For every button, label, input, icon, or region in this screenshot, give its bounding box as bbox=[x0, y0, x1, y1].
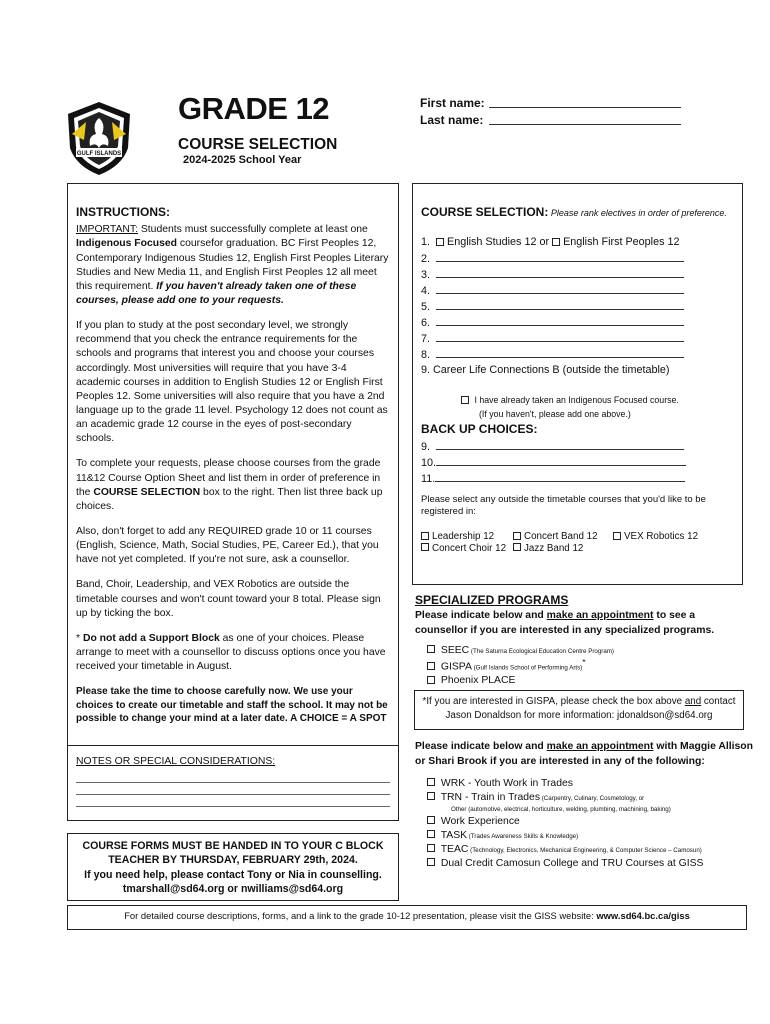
seec-label: SEEC bbox=[440, 644, 470, 656]
trades-programs bbox=[415, 740, 755, 871]
outside-timetable-options bbox=[421, 531, 734, 555]
first-name-field[interactable] bbox=[489, 96, 681, 108]
outside-timetable-note: Please select any outside the timetable courses that you'd like to be registered in: bbox=[421, 493, 706, 518]
opt-label: Jazz Band 12 bbox=[524, 542, 584, 554]
item-num: 5. bbox=[421, 301, 431, 314]
gispa-note-u: and bbox=[684, 696, 702, 707]
backup-input[interactable] bbox=[435, 471, 685, 482]
notes-line[interactable] bbox=[76, 783, 390, 795]
backup-item bbox=[421, 471, 734, 487]
notes-heading: NOTES OR SPECIAL CONSIDERATIONS: bbox=[76, 756, 276, 767]
teac-label: TEAC bbox=[440, 843, 469, 855]
req-a: Please indicate below and bbox=[415, 610, 547, 622]
req-b: to see a counsellor if you are interested in any specialized programs. bbox=[415, 610, 715, 637]
specialized-request bbox=[415, 609, 750, 639]
course-item-9: 9. Career Life Connections B (outside the timetable) bbox=[421, 364, 670, 377]
gispa-note-box bbox=[414, 690, 744, 730]
item1-a: English Studies 12 or bbox=[447, 236, 550, 249]
task-label: TASK bbox=[440, 829, 468, 841]
vex-robotics-checkbox[interactable] bbox=[613, 532, 621, 540]
indig-line1: I have already taken an Indigenous Focused course. bbox=[474, 395, 679, 406]
item1-b: English First Peoples 12 bbox=[563, 236, 680, 249]
deadline-line2: If you need help, please contact Tony or Nia in counselling. bbox=[84, 868, 382, 881]
instructions-p6 bbox=[76, 632, 389, 674]
course-input[interactable] bbox=[436, 315, 684, 326]
course-input[interactable] bbox=[436, 347, 684, 358]
course-input[interactable] bbox=[436, 283, 684, 294]
p1-italic: If you haven't already taken one of these courses, please add one to your requests. bbox=[76, 280, 357, 307]
req-b: with Maggie Allison or Shari Brook if you are interested in any of the following: bbox=[415, 741, 753, 767]
phoenix-label: Phoenix PLACE bbox=[440, 675, 516, 687]
concert-band-checkbox[interactable] bbox=[513, 532, 521, 540]
gispa-note-a: *If you are interested in GISPA, please check the box above bbox=[422, 696, 685, 707]
instructions-p7: Please take the time to choose carefully now. We use your choices to create our timetable and staff the school. It may not be possible to change your mind at a later date. A CHOICE = A SPOT bbox=[76, 686, 388, 725]
notes-line[interactable] bbox=[76, 795, 390, 807]
p6-text: as one of your choices. Please arrange to meet with a counsellor to discuss options once you have received your timetable in August. bbox=[76, 632, 386, 673]
school-crest-logo bbox=[62, 98, 136, 178]
course-item bbox=[421, 299, 734, 315]
course-selection-box bbox=[412, 183, 743, 585]
footer-url-link[interactable]: www.sd64.bc.ca/giss bbox=[596, 910, 690, 921]
instructions-box bbox=[67, 183, 399, 746]
p3-text-a: To complete your requests, please choose courses from the grade 11&12 Course Option Sheet and list them in order of preference in the bbox=[76, 458, 381, 498]
teac-checkbox[interactable] bbox=[427, 844, 435, 852]
deadline-line3: tmarshall@sd64.org or nwilliams@sd64.org bbox=[122, 882, 344, 895]
trn-sub: (Carpentry, Culinary, Cosmetology, or bbox=[540, 794, 645, 802]
english-first-peoples-checkbox[interactable] bbox=[552, 238, 560, 246]
course-input[interactable] bbox=[436, 331, 684, 342]
p3-text-b: box to the right. Then list three back up choices. bbox=[76, 486, 383, 512]
teac-sub: (Technology, Electronics, Mechanical Engineering, & Computer Science – Camosun) bbox=[468, 846, 702, 854]
gispa-note-b: contact bbox=[701, 696, 736, 707]
instructions-heading: INSTRUCTIONS: bbox=[76, 205, 170, 219]
wrk-checkbox[interactable] bbox=[427, 778, 435, 786]
indigenous-confirm bbox=[461, 394, 734, 421]
page-title: GRADE 12 bbox=[178, 91, 330, 126]
req-a: Please indicate below and bbox=[415, 741, 547, 752]
item-num: 8. bbox=[421, 349, 431, 362]
footer-text: For detailed course descriptions, forms, and a link to the grade 10-12 presentation, please visit the GISS website: bbox=[124, 910, 597, 921]
p6-bold: Do not add a Support Block bbox=[82, 632, 220, 644]
leadership-checkbox[interactable] bbox=[421, 532, 429, 540]
deadline-line1: COURSE FORMS MUST BE HANDED IN TO YOUR C BLOCK TEACHER BY THURSDAY, FEBRUARY 29th, 2024. bbox=[82, 840, 384, 867]
p1-bold: Indigenous Focused bbox=[76, 238, 178, 250]
course-item bbox=[421, 251, 734, 267]
item-num: 7. bbox=[421, 333, 431, 346]
course-item bbox=[421, 283, 734, 299]
english-studies-checkbox[interactable] bbox=[436, 238, 444, 246]
indig-line2: (If you haven't, please add one above.) bbox=[479, 408, 631, 419]
gispa-note-line2: Jason Donaldson for more information: jdonaldson@sd64.org bbox=[445, 709, 713, 721]
opt-label: Leadership 12 bbox=[432, 531, 495, 543]
footer-box bbox=[67, 905, 747, 930]
course-selection-note: Please rank electives in order of preference. bbox=[548, 208, 727, 218]
req-u: make an appointment bbox=[546, 741, 654, 752]
opt-label: Concert Choir 12 bbox=[432, 542, 507, 554]
backup-input[interactable] bbox=[436, 439, 684, 450]
instructions-p3 bbox=[76, 457, 389, 514]
p1-text-a: Students must successfully complete at least one bbox=[137, 224, 368, 236]
notes-box bbox=[67, 745, 399, 821]
item-num: 10. bbox=[421, 456, 437, 469]
work-exp-label: Work Experience bbox=[440, 815, 520, 827]
deadline-box bbox=[67, 833, 399, 901]
p1-text-b: coursefor graduation. BC First Peoples 12, Contemporary Indigenous Studies 12, English First Peoples Literary Studies and New Media 11, and English First Peoples 12 all meet this requirement. bbox=[76, 238, 389, 292]
instructions-p1 bbox=[76, 223, 389, 308]
gispa-label: GISPA bbox=[440, 661, 472, 673]
task-sub: (Trades Awareness Skills & Knowledge) bbox=[467, 832, 579, 840]
crest-text: GULF ISLANDS bbox=[76, 151, 122, 157]
p6-star: * bbox=[76, 632, 83, 644]
item-num: 6. bbox=[421, 317, 431, 330]
backup-item bbox=[421, 439, 734, 455]
backup-heading: BACK UP CHOICES: bbox=[421, 422, 538, 437]
req-u: make an appointment bbox=[546, 610, 654, 622]
page-subtitle: COURSE SELECTION bbox=[178, 136, 338, 153]
item-num: 3. bbox=[421, 269, 431, 282]
phoenix-checkbox[interactable] bbox=[427, 676, 435, 684]
item-num: 11. bbox=[421, 472, 436, 485]
specialized-items bbox=[427, 644, 750, 688]
item-num: 1. bbox=[421, 236, 431, 249]
course-list bbox=[421, 235, 734, 379]
gispa-checkbox[interactable] bbox=[427, 662, 435, 670]
item-num: 4. bbox=[421, 285, 431, 298]
specialized-programs bbox=[415, 592, 750, 688]
instructions-p5: Band, Choir, Leadership, and VEX Robotics are outside the timetable courses and won't count toward your 8 total. Please sign up by ticking the box. bbox=[76, 579, 381, 619]
task-checkbox[interactable] bbox=[427, 830, 435, 838]
course-item bbox=[421, 315, 734, 331]
backup-choices bbox=[421, 421, 734, 486]
course-item bbox=[421, 347, 734, 363]
gispa-sub: (Gulf Islands School of Performing Arts) bbox=[471, 664, 583, 672]
work-experience-checkbox[interactable] bbox=[427, 816, 435, 824]
last-name-label: Last name: bbox=[420, 113, 484, 128]
trn-label: TRN - Train in Trades bbox=[440, 791, 541, 803]
backup-item bbox=[421, 455, 734, 471]
jazz-band-checkbox[interactable] bbox=[513, 543, 521, 551]
course-input[interactable] bbox=[436, 267, 684, 278]
trn-checkbox[interactable] bbox=[427, 792, 435, 800]
trn-sub2: Other (automotive, electrical, horticulture, welding, plumbing, machining, baking) bbox=[451, 805, 671, 813]
course-selection-heading: COURSE SELECTION: bbox=[421, 205, 549, 219]
instructions-p4: Also, don't forget to add any REQUIRED grade 10 or 11 courses (English, Science, Math, Social Studies, PE, Career Ed.), that you have not yet completed. If you're not sure, ask a counsellor. bbox=[76, 525, 379, 566]
first-name-label: First name: bbox=[420, 96, 485, 110]
school-year: 2024-2025 School Year bbox=[183, 154, 302, 166]
trades-request bbox=[415, 740, 755, 770]
item-num: 9. bbox=[421, 440, 431, 453]
course-item bbox=[421, 267, 734, 283]
important-label: IMPORTANT: bbox=[76, 224, 138, 236]
trades-items bbox=[427, 777, 755, 871]
course-item-1 bbox=[421, 235, 734, 251]
name-fields bbox=[420, 95, 681, 130]
concert-choir-checkbox[interactable] bbox=[421, 543, 429, 551]
notes-line[interactable] bbox=[76, 771, 390, 783]
indigenous-taken-checkbox[interactable] bbox=[461, 396, 469, 404]
instructions-p2: If you plan to study at the post secondary level, we strongly recommend that you check the entrance requirements for the schools and programs that interest you and choose your courses accordingly. Most universities will require that you have 3-4 academic courses in addition to English Studies 12 or English First Peoples 12. Some universities will also require that you have a 2nd language up to the grade 11 level. Psychology 12 does not count as an academic grade 12 course in the eyes of post-secondary schools. bbox=[76, 320, 388, 445]
course-input[interactable] bbox=[436, 251, 684, 262]
dual-credit-checkbox[interactable] bbox=[427, 858, 435, 866]
course-input[interactable] bbox=[436, 299, 684, 310]
opt-label: Concert Band 12 bbox=[524, 531, 598, 543]
opt-label: VEX Robotics 12 bbox=[624, 531, 699, 543]
course-item bbox=[421, 331, 734, 347]
gispa-star: * bbox=[582, 657, 586, 668]
p3-bold: COURSE SELECTION bbox=[93, 486, 201, 498]
item-num: 2. bbox=[421, 253, 431, 266]
specialized-heading: SPECIALIZED PROGRAMS bbox=[415, 593, 569, 607]
seec-checkbox[interactable] bbox=[427, 645, 435, 653]
last-name-field[interactable] bbox=[489, 113, 681, 125]
dual-label: Dual Credit Camosun College and TRU Courses at GISS bbox=[440, 857, 704, 869]
seec-sub: (The Saturna Ecological Education Centre Program) bbox=[469, 647, 614, 655]
backup-input[interactable] bbox=[436, 455, 686, 466]
wrk-label: WRK - Youth Work in Trades bbox=[440, 777, 573, 789]
